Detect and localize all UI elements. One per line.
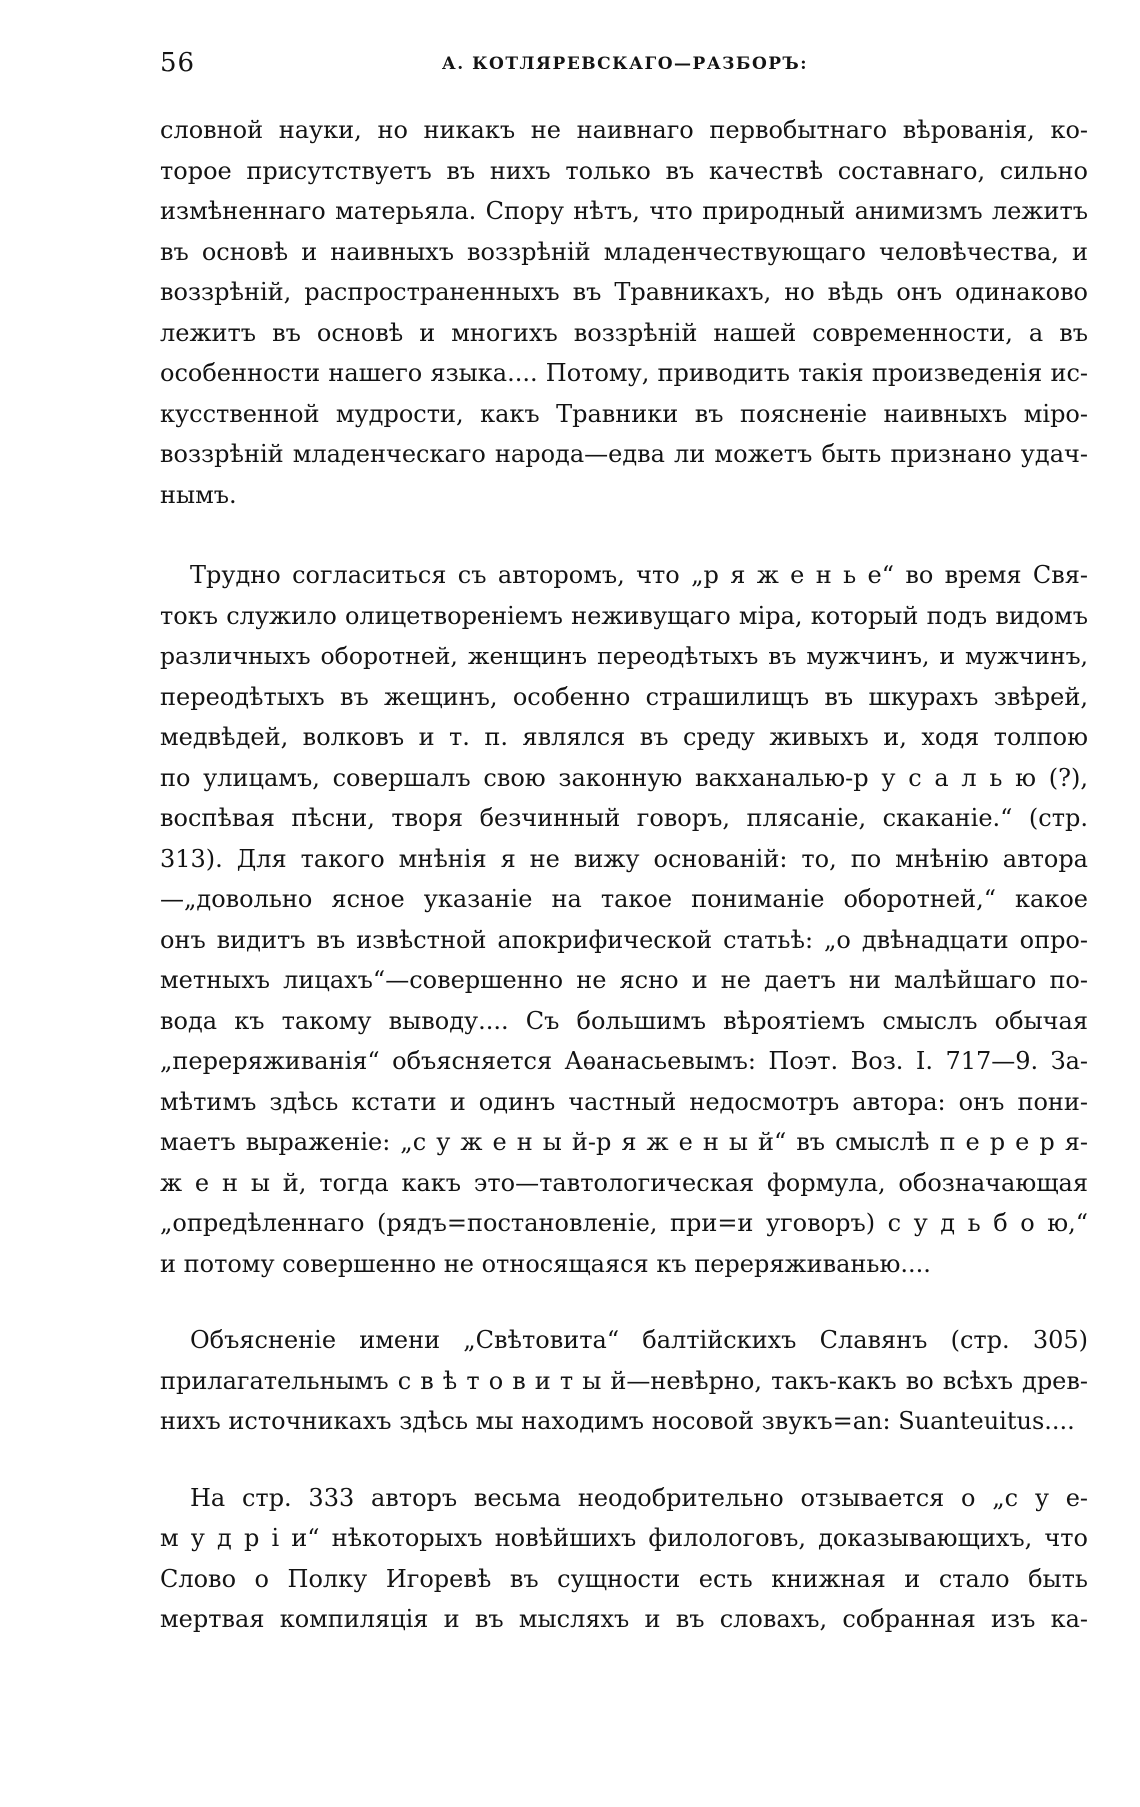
- text-line: словной науки, но никакъ не наивнаго первобытнаго вѣрованія, ко-: [160, 116, 1088, 144]
- page-header: [160, 48, 1090, 88]
- text-line: токъ служило олицетвореніемъ неживущаго міра, который подъ видомъ: [160, 601, 1088, 630]
- paragraph-2: [160, 555, 1088, 1284]
- text-line: въ основѣ и наивныхъ воззрѣній младенчествующаго человѣчества, и: [160, 237, 1088, 266]
- text-line: Слово о Полку Игоревѣ въ сущности есть книжная и стало быть: [160, 1564, 1088, 1593]
- text-line: медвѣдей, волковъ и т. п. являлся въ среду живыхъ и, ходя толпою: [160, 723, 1088, 751]
- text-line: различныхъ оборотней, женщинъ переодѣтыхъ въ мужчинъ, и мужчинъ,: [160, 642, 1088, 670]
- text-line: метныхъ лицахъ“—совершенно не ясно и не даетъ ни малѣйшаго по-: [160, 966, 1088, 994]
- paragraph-4: [160, 1478, 1088, 1640]
- text-line: мѣтимъ здѣсь кстати и одинъ частный недосмотръ автора: онъ пони-: [160, 1087, 1088, 1116]
- text-line: воззрѣній, распространенныхъ въ Травникахъ, но вѣдь онъ одинаково: [160, 278, 1088, 306]
- text-line: Объясненіе имени „Свѣтовита“ балтійскихъ Славянъ (стр. 305): [190, 1326, 1088, 1354]
- text-line: м у д р і и“ нѣкоторыхъ новѣйшихъ филологовъ, доказывающихъ, что: [160, 1524, 1088, 1552]
- text-line: по улицамъ, совершалъ свою законную вакханалью-р у с а л ь ю (?),: [160, 763, 1088, 792]
- text-line: ж е н ы й, тогда какъ это—тавтологическая формула, обозначающая: [160, 1168, 1088, 1197]
- paragraph-3: [160, 1320, 1088, 1442]
- text-line: лежитъ въ основѣ и многихъ воззрѣній нашей современности, а въ: [160, 318, 1088, 347]
- text-line: торое присутствуетъ въ нихъ только въ качествѣ составнаго, сильно: [160, 156, 1088, 185]
- text-line: „переряживанія“ объясняется Аѳанасьевымъ: Поэт. Воз. I. 717—9. За-: [160, 1047, 1088, 1075]
- body-text: [160, 110, 1088, 1640]
- page-number: 56: [160, 48, 196, 78]
- text-line: мертвая компиляція и въ мысляхъ и въ словахъ, собранная изъ ка-: [160, 1605, 1088, 1633]
- text-line: маетъ выраженіе: „с у ж е н ы й-р я ж е н ы й“ въ смыслѣ п е р е р я-: [160, 1128, 1088, 1156]
- running-title: А. КОТЛЯРЕВСКАГО—РАЗБОРЪ:: [441, 54, 809, 74]
- text-line: воззрѣній младенческаго народа—едва ли можетъ быть признано удач-: [160, 440, 1088, 468]
- text-line: „опредѣленнаго (рядъ=постановленіе, при=и уговоръ) с у д ь б о ю,“: [160, 1209, 1088, 1237]
- paragraph-1: [160, 110, 1088, 515]
- text-line: нымъ.: [160, 480, 237, 509]
- text-line: и потому совершенно не относящаяся къ переряживанью....: [160, 1249, 931, 1278]
- text-line: кусственной мудрости, какъ Травники въ поясненіе наивныхъ міро-: [160, 399, 1088, 428]
- text-line: Трудно согласиться съ авторомъ, что „р я ж е н ь е“ во время Свя-: [190, 561, 1088, 589]
- text-line: онъ видитъ въ извѣстной апокрифической статьѣ: „о двѣнадцати опро-: [160, 925, 1088, 954]
- text-line: нихъ источникахъ здѣсь мы находимъ носовой звукъ=an: Suanteuitus....: [160, 1407, 1075, 1435]
- text-line: вода къ такому выводу.... Съ большимъ вѣроятіемъ смыслъ обычая: [160, 1006, 1088, 1035]
- text-line: особенности нашего языка.... Потому, приводить такія произведенія ис-: [160, 359, 1088, 387]
- text-line: измѣненнаго матерьяла. Спору нѣтъ, что природный анимизмъ лежитъ: [160, 197, 1088, 225]
- text-line: На стр. 333 авторъ весьма неодобрительно отзывается о „с у е-: [190, 1483, 1088, 1512]
- text-line: прилагательнымъ с в ѣ т о в и т ы й—невѣрно, такъ-какъ во всѣхъ древ-: [160, 1366, 1088, 1395]
- text-line: воспѣвая пѣсни, творя безчинный говоръ, плясаніе, скаканіе.“ (стр.: [160, 804, 1088, 832]
- text-line: 313). Для такого мнѣнія я не вижу основаній: то, по мнѣнію автора: [160, 844, 1088, 873]
- text-line: переодѣтыхъ въ жещинъ, особенно страшилищъ въ шкурахъ звѣрей,: [160, 682, 1088, 711]
- text-line: —„довольно ясное указаніе на такое пониманіе оборотней,“ какое: [160, 885, 1088, 913]
